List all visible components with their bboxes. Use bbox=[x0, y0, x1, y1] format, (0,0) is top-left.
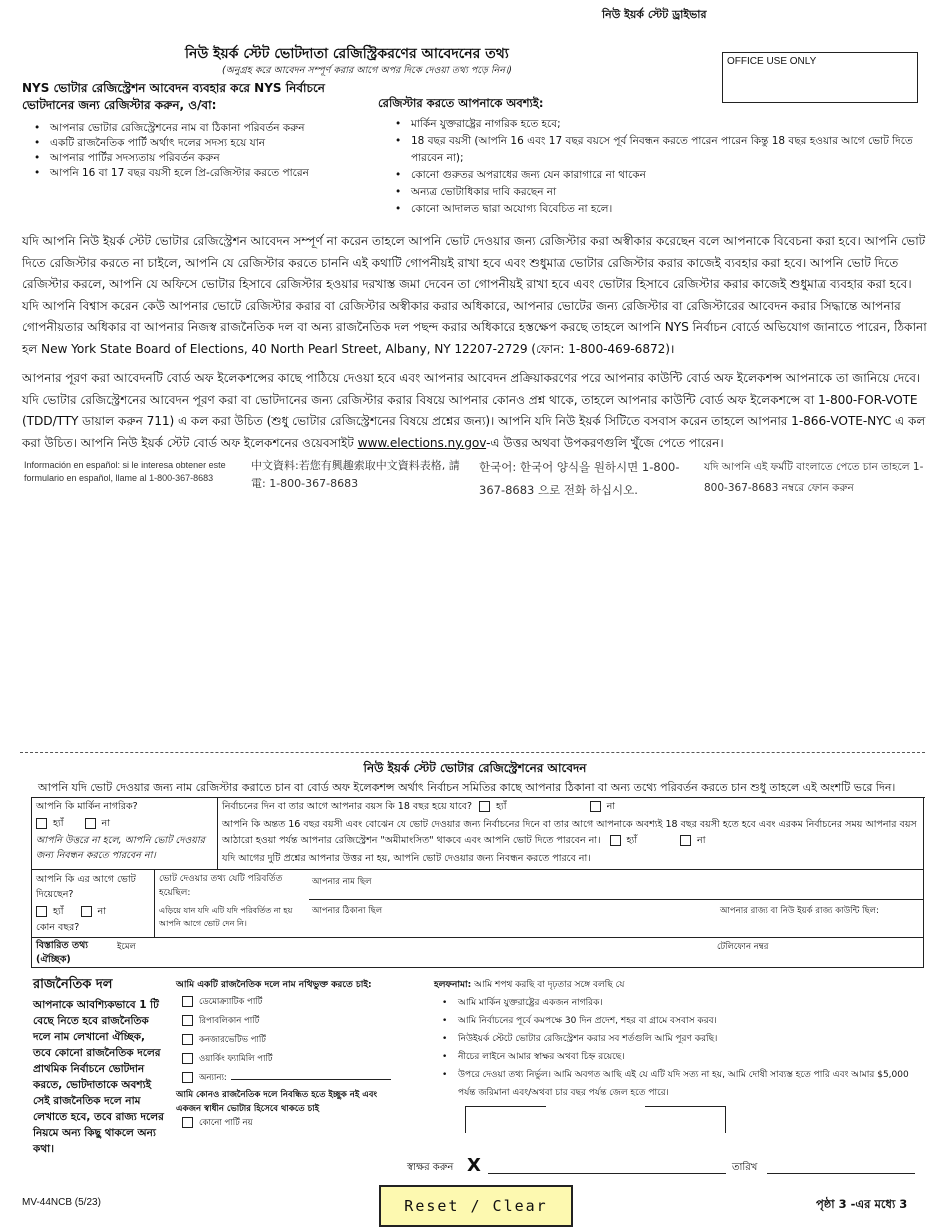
age-no-checkbox[interactable] bbox=[590, 801, 601, 812]
age-question bbox=[222, 800, 615, 815]
citizen-no-label: না bbox=[101, 818, 110, 829]
page-subtitle: (অনুগ্রহ করে আবেদন সম্পূর্ণ করার আগে অপর দিকে দেওয়া তথ্য পড়ে নিন।) bbox=[222, 65, 512, 76]
age-cell bbox=[217, 797, 924, 870]
county-was-label: আপনার রাজ্য বা নিউ ইয়র্ক রাজ্য কাউন্টি ছিল: bbox=[720, 906, 879, 916]
party-option bbox=[182, 1031, 391, 1050]
driver-label: নিউ ইয়র্ক স্টেট ড্রাইভার bbox=[602, 8, 707, 21]
form-code: MV-44NCB (5/23) bbox=[22, 1197, 101, 1208]
changed-info-cell bbox=[154, 869, 924, 938]
list-item: • 18 বছর বয়সী (আপনি 16 এবং 17 বছর বয়সে পূর্ব নিবন্ধন করতে পারেন পারেন কিন্তু 18 বছর হওয়ার আগে ভোট দিতে পারবেন না); bbox=[389, 133, 919, 167]
signature-box-corner bbox=[465, 1106, 546, 1133]
list-item: • আমি মার্কিন যুক্তরাষ্ট্রের একজন নাগরিক। bbox=[436, 994, 926, 1012]
party-conservative-checkbox[interactable] bbox=[182, 1034, 193, 1045]
no-party-option bbox=[182, 1116, 253, 1130]
age2-yes-label: হ্যাঁ bbox=[626, 835, 638, 846]
party-option-label: ওয়ার্কিং ফ্যামিলি পার্টি bbox=[199, 1054, 273, 1064]
office-use-label: OFFICE USE ONLY bbox=[727, 56, 817, 67]
list-item: • আপনি 16 বা 17 বছর বয়সী হলে প্রি-রেজিস্টার করতে পারেন bbox=[28, 166, 368, 181]
address-was-label: আপনার ঠিকানা ছিল bbox=[312, 906, 383, 916]
age2-no-checkbox[interactable] bbox=[680, 835, 691, 846]
list-item: • নীচের লাইনে আমার স্বাক্ষর অথবা চিহ্ন রয়েছে। bbox=[436, 1048, 926, 1066]
elections-website-link[interactable]: www.elections.ny.gov bbox=[357, 435, 487, 450]
voted-yes-checkbox[interactable] bbox=[36, 906, 47, 917]
party-option-label: অন্যান্য: bbox=[199, 1073, 227, 1083]
form-title: নিউ ইয়র্ক স্টেট ভোটার রেজিস্ট্রেশনের আবেদন bbox=[363, 761, 587, 775]
age-no-label: না bbox=[606, 801, 615, 812]
age2-yes-checkbox[interactable] bbox=[610, 835, 621, 846]
party-other-checkbox[interactable] bbox=[182, 1072, 193, 1083]
party-option-label: কনজারভেটিভ পার্টি bbox=[199, 1035, 266, 1045]
no-party-heading: আমি কোনও রাজনৈতিক দলে নিবন্ধিত হতে ইচ্ছুক নই এবং একজন স্বাধীন ভোটার হিসেবে থাকতে চাই bbox=[176, 1090, 378, 1114]
age-yes-checkbox[interactable] bbox=[479, 801, 490, 812]
list-item: • মার্কিন যুক্তরাষ্ট্রের নাগরিক হতে হবে; bbox=[389, 116, 919, 133]
citizen-question: আপনি কি মার্কিন নাগরিক? bbox=[36, 801, 138, 812]
field-divider bbox=[309, 899, 923, 900]
details-label: বিস্তারিত তথ্য (ঐচ্ছিক) bbox=[36, 940, 89, 965]
left-intro-list bbox=[28, 121, 368, 181]
affidavit-intro-text: আমি শপথ করছি বা দৃঢ়তার সঙ্গে বলছি যে bbox=[474, 980, 625, 990]
right-intro-heading: রেজিস্টার করতে আপনাকে অবশ্যই: bbox=[378, 96, 544, 110]
voted-before-question: আপনি কি এর আগে ভোট দিয়েছেন? bbox=[36, 874, 136, 900]
citizen-cell bbox=[31, 797, 218, 870]
list-item: • আমি নির্বাচনের পূর্বে কমপক্ষে 30 দিন প্রদেশ, শহর বা গ্রামে বসবাস করব। bbox=[436, 1012, 926, 1030]
party-option bbox=[182, 1050, 391, 1069]
voted-yes-label: হ্যাঁ bbox=[53, 906, 64, 917]
citizen-yes-checkbox[interactable] bbox=[36, 818, 47, 829]
processing-paragraph bbox=[22, 368, 930, 454]
age2-no-label: না bbox=[697, 835, 706, 846]
affidavit-intro bbox=[434, 977, 624, 992]
voted-no-label: না bbox=[97, 906, 106, 917]
no-party-label: কোনো পার্টি নয় bbox=[199, 1118, 253, 1128]
citizen-no-checkbox[interactable] bbox=[85, 818, 96, 829]
sign-x-mark: X bbox=[467, 1155, 481, 1176]
no-party-checkbox[interactable] bbox=[182, 1117, 193, 1128]
details-cell bbox=[31, 937, 924, 968]
list-item: • কোনো গুরুতর অপরাধের জন্য যেন কারাগারে না থাকেন bbox=[389, 167, 919, 184]
reset-clear-button[interactable]: Reset / Clear bbox=[379, 1185, 573, 1227]
voted-before-cell bbox=[31, 869, 155, 938]
age-yes-label: হ্যাঁ bbox=[496, 801, 507, 812]
age-question-2 bbox=[222, 817, 918, 849]
party-options bbox=[182, 993, 391, 1088]
left-intro-heading: NYS ভোটার রেজিস্ট্রেশন আবেদন ব্যবহার করে NYS নির্বাচনে ভোটদানের জন্য রেজিস্টার করুন, ও/বা: bbox=[22, 81, 325, 112]
party-option bbox=[182, 993, 391, 1012]
which-year-label: কোন বছর? bbox=[36, 922, 80, 933]
signature-input[interactable] bbox=[488, 1173, 726, 1174]
affidavit-heading: হলফনামা: bbox=[434, 980, 472, 990]
voted-before-options bbox=[36, 905, 106, 920]
party-option bbox=[182, 1069, 391, 1088]
party-option-label: রিপাবলিকান পার্টি bbox=[199, 1016, 260, 1026]
age-question-text: নির্বাচনের দিন বা তার আগে আপনার বয়স কি 18 বছর হয়ে যাবে? bbox=[222, 801, 472, 812]
list-item: • কোনো আদালত দ্বারা অযোগ্য বিবেচিত না হলে। bbox=[389, 201, 919, 218]
page-title: নিউ ইয়র্ক স্টেট ভোটদাতা রেজিস্ট্রিকরণের আবেদনের তথ্য bbox=[185, 46, 509, 62]
date-input[interactable] bbox=[767, 1173, 915, 1174]
affidavit-list bbox=[436, 994, 926, 1102]
spanish-info: Información en español: si le interesa obtener este formulario en español, llame al 1-800-367-8683 bbox=[24, 460, 226, 483]
citizen-options bbox=[36, 817, 110, 832]
page-number: পৃষ্ঠা 3 -এর মধ্যে 3 bbox=[816, 1197, 908, 1211]
form-intro: আপনি যদি ভোট দেওয়ার জন্য নাম রেজিস্টার করাতে চান বা বোর্ড অফ ইলেকশন্স অর্থাৎ নির্বাচন সমিতির কাছে আপনার ঠিকানা বা অন্য তথ্যে পরিবর্তন করতে চান শুধু তাহলে এই অংশটি ভরে দিন। bbox=[38, 781, 896, 794]
party-democratic-checkbox[interactable] bbox=[182, 996, 193, 1007]
list-item: • অন্যত্র ভোটাধিকার দাবি করছেন না bbox=[389, 184, 919, 201]
processing-text-end: -এ উত্তর অথবা উপকরণগুলি খুঁজে পেতে পারেন। bbox=[486, 435, 724, 450]
voted-no-checkbox[interactable] bbox=[81, 906, 92, 917]
date-label: তারিখ bbox=[732, 1162, 758, 1173]
party-working-families-checkbox[interactable] bbox=[182, 1053, 193, 1064]
party-option-label: ডেমোক্র্যাটিক পার্টি bbox=[199, 997, 263, 1007]
list-item: • আপনার পার্টির সদস্যতায় পরিবর্তন করুন bbox=[28, 151, 368, 166]
privacy-paragraph: যদি আপনি নিউ ইয়র্ক স্টেট ভোটার রেজিস্ট্রেশন আবেদন সম্পূর্ণ না করেন তাহলে আপনি ভোট দেওয়ার জন্য রেজিস্টার করা অস্বীকার করেছেন বলে আপনাকে বিবেচনা করা হবে। আপনি ভোট দিতে রেজিস্টার করতে না চাইলে, আপনি যে রেজিস্টার করতে চাননি এই কথাটি গোপনীয়ই রাখা হবে এবং শুধুমাত্র ভোটার রেজিস্টার করার কাজেই ব্যবহার করা হবে। আপনি ভোট দিতে রেজিস্টার করলে, আপনি যে অফিসে ভোটার হিসাবে রেজিস্টার হওয়ার দরখাস্ত জমা দেবেন তা গোপনীয়ই রাখা হবে এবং ভোটার হিসাবে রেজিস্টার করার কাজেই শুধুমাত্র ব্যবহার করা হবে। যদি আপনি বিশ্বাস করেন কেউ আপনার ভোটে রেজিস্টার করার বা রেজিস্টার অস্বীকার করার অধিকারে, আপনার ভোটের জন্য রেজিস্টার বা রেজিস্টারের আবেদন করার সিদ্ধান্তে আপনার গোপনীয়তার অধিকার বা আপনার নিজস্ব রাজনৈতিক দল বা অন্য রাজনৈতিক দল পছন্দ করার অধিকারে হস্তক্ষেপ করছে তাহলে আপনি NYS নির্বাচন বোর্ডে অভিযোগ জানাতে পারেন, ঠিকানা হল New York State Board of Elections, 40 North Pearl Street, Albany, NY 12207-2729 (ফোন: 1-800-469-6872)। bbox=[22, 234, 927, 356]
right-intro-list bbox=[389, 116, 919, 218]
changed-info-label: ভোট দেওয়ার তথ্য যেটি পরিবর্তিত হয়েছিল: bbox=[159, 874, 283, 898]
sign-label: স্বাক্ষর করুন bbox=[407, 1162, 454, 1173]
phone-label: টেলিফোন নম্বর bbox=[717, 942, 769, 952]
party-republican-checkbox[interactable] bbox=[182, 1015, 193, 1026]
party-text: আপনাকে আবশ্যিকভাবে 1 টি বেছে নিতে হবে রাজনৈতিক দলে নাম লেখানো ঐচ্ছিক, তবে কোনো রাজনৈতিক দলের প্রাথমিক নির্বাচনে ভোটদান করতে, ভোটদাতাকে অবশ্যই সেই রাজনৈতিক দলে নাম লেখাতে হবে, তবে রাজ্য দলের নিয়মে অন্য কিছু থাকলে অন্য কথা। bbox=[33, 999, 164, 1155]
name-was-label: আপনার নাম ছিল bbox=[312, 877, 372, 887]
party-option bbox=[182, 1012, 391, 1031]
citizen-note: আপনি উত্তরে না হলে, আপনি ভোট দেওয়ার জন্য নিবন্ধন করতে পারবেন না। bbox=[36, 835, 205, 861]
list-item: • উপরে দেওয়া তথ্য নির্ভুল। আমি অবগত আছি এই যে এটি যদি সত্য না হয়, আমি দোষী সাব্যস্ত হতে পারি এবং আমার $5,000 পর্যন্ত জরিমানা এবং/অথবা চার বছর পর্যন্ত জেল হতে পারে। bbox=[436, 1066, 926, 1102]
party-other-input[interactable] bbox=[231, 1079, 391, 1080]
korean-info: 한국어: 한국어 양식을 원하시면 1-800-367-8683 으로 전화 하십시오. bbox=[479, 460, 680, 497]
processing-text: আপনার পূরণ করা আবেদনটি বোর্ড অফ ইলেকশন্সের কাছে পাঠিয়ে দেওয়া হবে এবং আপনার আবেদন প্রক্রিয়াকরণের পরে আপনার কাউন্টি বোর্ড অফ ইলেকশন্স আপনাকে তা জানিয়ে দেবে। যদি ভোটার রেজিস্ট্রেশনের আবেদন পূরণ করা বা ভোটদানের জন্য রেজিস্টার করার বিষয়ে আপনার কোনও প্রশ্ন থাকে, তাহলে আপনার কাউন্টি বোর্ড অফ ইলেকশন্সে বা 1-800-FOR-VOTE (TDD/TTY ডায়াল করুন 711) এ কল করা উচিত (শুধু ভোটার রেজিস্ট্রেশনের বিষয়ে প্রশ্নের জন্য)। আপনি যদি নিউ ইয়র্ক সিটিতে বসবাস করেন তাহলে আপনার 1-866-VOTE-NYC এ কল করা উচিত। আপনি নিউ ইয়র্ক স্টেট বোর্ড অফ ইলেকশনের ওয়েবসাইট bbox=[22, 371, 926, 450]
party-choose-label: আমি একটি রাজনৈতিক দলে নাম নথিভুক্ত করতে চাই: bbox=[176, 980, 372, 990]
chinese-info: 中文資料:若您有興趣索取中文資料表格, 請電: 1-800-367-8683 bbox=[251, 459, 460, 490]
age-note: যদি আগের দুটি প্রশ্নের আপনার উত্তর না হয়, আপনি ভোট দেওয়ার জন্য নিবন্ধন করতে পারবে না। bbox=[222, 853, 591, 864]
email-label: ইমেল bbox=[117, 942, 136, 952]
office-use-box bbox=[722, 52, 918, 103]
party-heading: রাজনৈতিক দল bbox=[33, 977, 113, 992]
tear-line bbox=[20, 752, 925, 753]
citizen-yes-label: হ্যাঁ bbox=[53, 818, 64, 829]
skip-note: এড়িয়ে যান যদি এটি যদি পরিবর্তিত না হয় আপনি আগে ভোট দেন নি। bbox=[159, 906, 293, 928]
signature-box-corner bbox=[645, 1106, 726, 1133]
bengali-info: যদি আপনি এই ফর্মটি বাংলাতে পেতে চান তাহলে 1-800-367-8683 নম্বরে ফোন করুন bbox=[704, 461, 924, 494]
list-item: • নিউইয়র্ক স্টেটে ভোটার রেজিস্ট্রেশন করার সব শর্তগুলি আমি পূরণ করছি। bbox=[436, 1030, 926, 1048]
list-item: • একটি রাজনৈতিক পার্টি অর্থাৎ দলের সদস্য হয়ে যান bbox=[28, 136, 368, 151]
list-item: • আপনার ভোটার রেজিস্ট্রেশনের নাম বা ঠিকানা পরিবর্তন করুন bbox=[28, 121, 368, 136]
age-question-2-text: আপনি কি অন্তত 16 বছর বয়সী এবং বোঝেন যে ভোট দেওয়ার জন্য নির্বাচনের দিনে বা তার আগে আপনাকে অবশ্যই 18 বছর বয়সী হতে হবে এবং এরকম নির্বাচনের সময় আপনার বয়স আঠারো হওয়া পর্যন্ত আপনার রেজিস্ট্রেশন "অমীমাংসিত" থাকবে এবং আপনি ভোট দিতে পারবেন না। bbox=[222, 819, 917, 846]
